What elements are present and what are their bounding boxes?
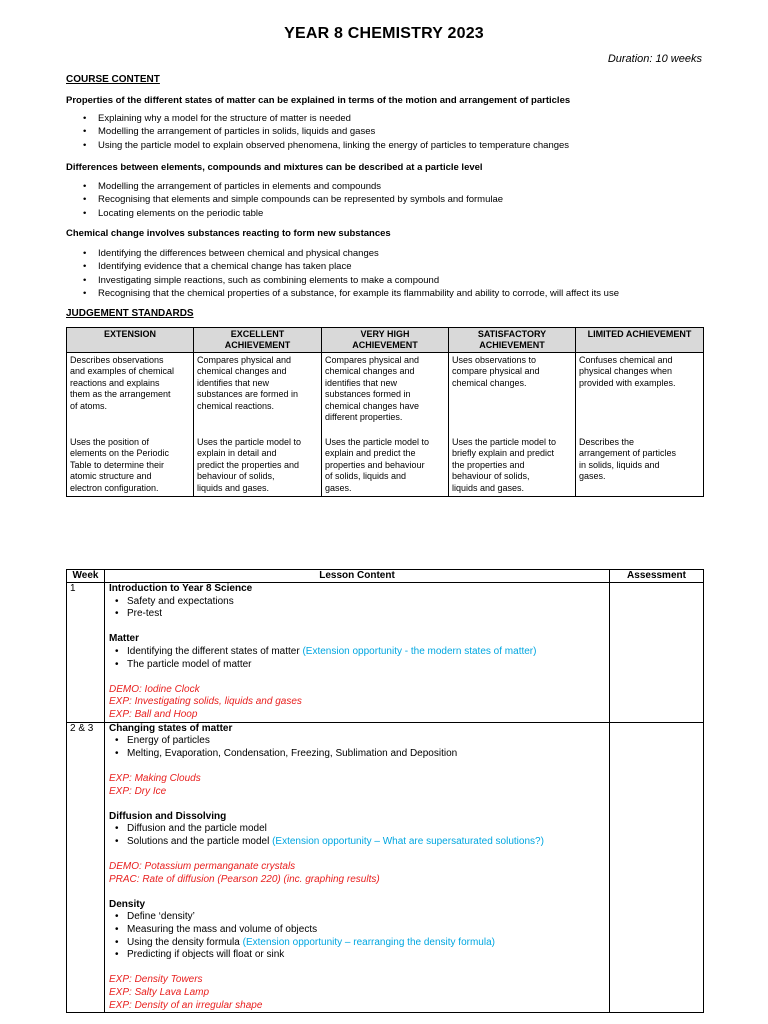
topic-heading [109, 723, 605, 736]
line-text: EXP: Making Clouds [109, 772, 201, 784]
judgement-cell: Describes observations and examples of chemical reactions and explains them as the arrangement of atoms. [67, 353, 194, 436]
judgement-cell: Uses observations to compare physical and chemical changes. [449, 353, 576, 436]
spacer [109, 671, 605, 684]
header-week: Week [67, 570, 105, 583]
judgement-standards-table [66, 327, 704, 497]
bullet-item: • Investigating simple reactions, such as combining elements to make a compound [66, 274, 619, 287]
line-text: Pre-test [127, 608, 163, 620]
judgement-standards-heading: JUDGEMENT STANDARDS [66, 308, 194, 319]
header-satisfactory: SATISFACTORY ACHIEVEMENT [449, 328, 576, 353]
extension-note: (Extension opportunity – rearranging the density formula) [242, 936, 495, 948]
lesson-row [67, 722, 704, 1013]
header-very-high: VERY HIGH ACHIEVEMENT [322, 328, 449, 353]
line-text: Solutions and the particle model [127, 835, 273, 847]
bullet-item: • Identifying the differences between chemical and physical changes [66, 247, 619, 260]
lesson-bullet [109, 748, 605, 761]
spacer [109, 760, 605, 773]
judgement-cell: Describes the arrangement of particles in solids, liquids and gases. [576, 435, 704, 497]
assessment-cell [610, 583, 704, 723]
line-text: EXP: Density Towers [109, 974, 203, 986]
course-content-heading: COURSE CONTENT [66, 74, 160, 85]
lesson-plan-table [66, 569, 704, 1013]
judgement-cell: Uses the particle model to briefly explain and predict the properties and behaviour of solids, liquids and gases. [449, 435, 576, 497]
spacer [109, 848, 605, 861]
line-text: EXP: Investigating solids, liquids and gases [109, 696, 302, 708]
judgement-cell: Confuses chemical and physical changes when provided with examples. [576, 353, 704, 436]
line-text: Predicting if objects will float or sink [127, 949, 285, 961]
line-text: EXP: Density of an irregular shape [109, 999, 263, 1011]
duration-note: Duration: 10 weeks [607, 53, 702, 65]
header-lesson-content: Lesson Content [105, 570, 610, 583]
lesson-bullet [109, 937, 605, 950]
topic-heading [109, 811, 605, 824]
lesson-bullet [109, 608, 605, 621]
topic-heading [109, 899, 605, 912]
lesson-bullet [109, 823, 605, 836]
lesson-row [67, 583, 704, 723]
bullet-item: • Using the particle model to explain observed phenomena, linking the energy of particles to temperature changes [66, 139, 569, 152]
line-text: EXP: Salty Lava Lamp [109, 987, 210, 998]
activity-line [109, 974, 605, 987]
line-text: DEMO: Iodine Clock [109, 683, 200, 695]
activity-line [109, 684, 605, 697]
section-heading: Chemical change involves substances reacting to form new substances [66, 228, 391, 239]
judgement-header-row [67, 328, 704, 353]
lesson-bullet [109, 911, 605, 924]
spacer [109, 798, 605, 811]
section-bullets [66, 247, 619, 301]
lesson-content-cell [105, 583, 610, 723]
line-text: PRAC: Rate of diffusion (Pearson 220) (inc. graphing results) [109, 873, 380, 885]
line-text: Define ‘density’ [127, 911, 195, 923]
line-text: Measuring the mass and volume of objects [127, 924, 318, 936]
line-text: Identifying the different states of matter [127, 645, 303, 657]
section-heading: Properties of the different states of matter can be explained in terms of the motion and arrangement of particles [66, 95, 571, 106]
judgement-cell: Uses the position of elements on the Periodic Table to determine their atomic structure and electron configuration. [67, 435, 194, 497]
line-text: Introduction to Year 8 Science [109, 583, 253, 594]
activity-line [109, 773, 605, 786]
bullet-item: • Recognising that the chemical properties of a substance, for example its flammability and ability to corrode, will affect its use [66, 287, 619, 300]
header-limited: LIMITED ACHIEVEMENT [576, 328, 704, 353]
judgement-cell: Compares physical and chemical changes and identifies that new substances are formed in chemical reactions. [194, 353, 322, 436]
spacer [109, 886, 605, 899]
line-text: Energy of particles [127, 735, 210, 747]
activity-line [109, 709, 605, 722]
bullet-item: • Locating elements on the periodic table [66, 207, 503, 220]
extension-note: (Extension opportunity - the modern states of matter) [302, 645, 537, 657]
week-cell: 1 [67, 583, 105, 723]
week-cell: 2 & 3 [67, 722, 105, 1013]
judgement-cell: Compares physical and chemical changes and identifies that new substances formed in chemical changes have different properties. [322, 353, 449, 436]
topic-heading [109, 633, 605, 646]
bullet-item: • Identifying evidence that a chemical change has taken place [66, 260, 619, 273]
lesson-content-cell [105, 722, 610, 1013]
lesson-header-row [67, 570, 704, 583]
bullet-item: • Modelling the arrangement of particles in solids, liquids and gases [66, 125, 569, 138]
lesson-bullet [109, 924, 605, 937]
line-text: DEMO: Potassium permanganate crystals [109, 861, 296, 873]
document-title: YEAR 8 CHEMISTRY 2023 [284, 25, 484, 42]
line-text: EXP: Ball and Hoop [109, 708, 198, 720]
activity-line [109, 786, 605, 799]
line-text: The particle model of matter [127, 658, 252, 670]
judgement-row [67, 353, 704, 436]
judgement-row [67, 435, 704, 497]
line-text: Changing states of matter [109, 722, 233, 734]
line-text: EXP: Dry Ice [109, 785, 167, 797]
line-text: Diffusion and the particle model [127, 823, 267, 835]
topic-heading [109, 583, 605, 596]
spacer [109, 621, 605, 634]
extension-note: (Extension opportunity – What are supersaturated solutions?) [272, 835, 544, 847]
header-assessment: Assessment [610, 570, 704, 583]
lesson-bullet [109, 949, 605, 962]
header-extension: EXTENSION [67, 328, 194, 353]
activity-line [109, 1000, 605, 1013]
line-text: Density [109, 898, 146, 910]
bullet-item: • Explaining why a model for the structure of matter is needed [66, 112, 569, 125]
section-bullets [66, 180, 503, 220]
bullet-item: • Modelling the arrangement of particles in elements and compounds [66, 180, 503, 193]
header-excellent: EXCELLENT ACHIEVEMENT [194, 328, 322, 353]
lesson-bullet [109, 596, 605, 609]
lesson-bullet [109, 836, 605, 849]
line-text: Melting, Evaporation, Condensation, Freezing, Sublimation and Deposition [127, 747, 458, 759]
assessment-cell [610, 722, 704, 1013]
line-text: Using the density formula [127, 936, 243, 948]
section-bullets [66, 112, 569, 152]
lesson-bullet [109, 646, 605, 659]
line-text: Matter [109, 633, 140, 645]
activity-line [109, 696, 605, 709]
line-text: Safety and expectations [127, 595, 234, 607]
activity-line [109, 987, 605, 1000]
lesson-bullet [109, 659, 605, 672]
activity-line [109, 874, 605, 887]
judgement-cell: Uses the particle model to explain and predict the properties and behaviour of solids, liquids and gases. [322, 435, 449, 497]
spacer [109, 962, 605, 975]
line-text: Diffusion and Dissolving [109, 810, 227, 822]
judgement-cell: Uses the particle model to explain in detail and predict the properties and behaviour of solids, liquids and gases. [194, 435, 322, 497]
section-heading: Differences between elements, compounds and mixtures can be described at a particle level [66, 162, 483, 173]
bullet-item: • Recognising that elements and simple compounds can be represented by symbols and formulae [66, 193, 503, 206]
activity-line [109, 861, 605, 874]
lesson-bullet [109, 735, 605, 748]
